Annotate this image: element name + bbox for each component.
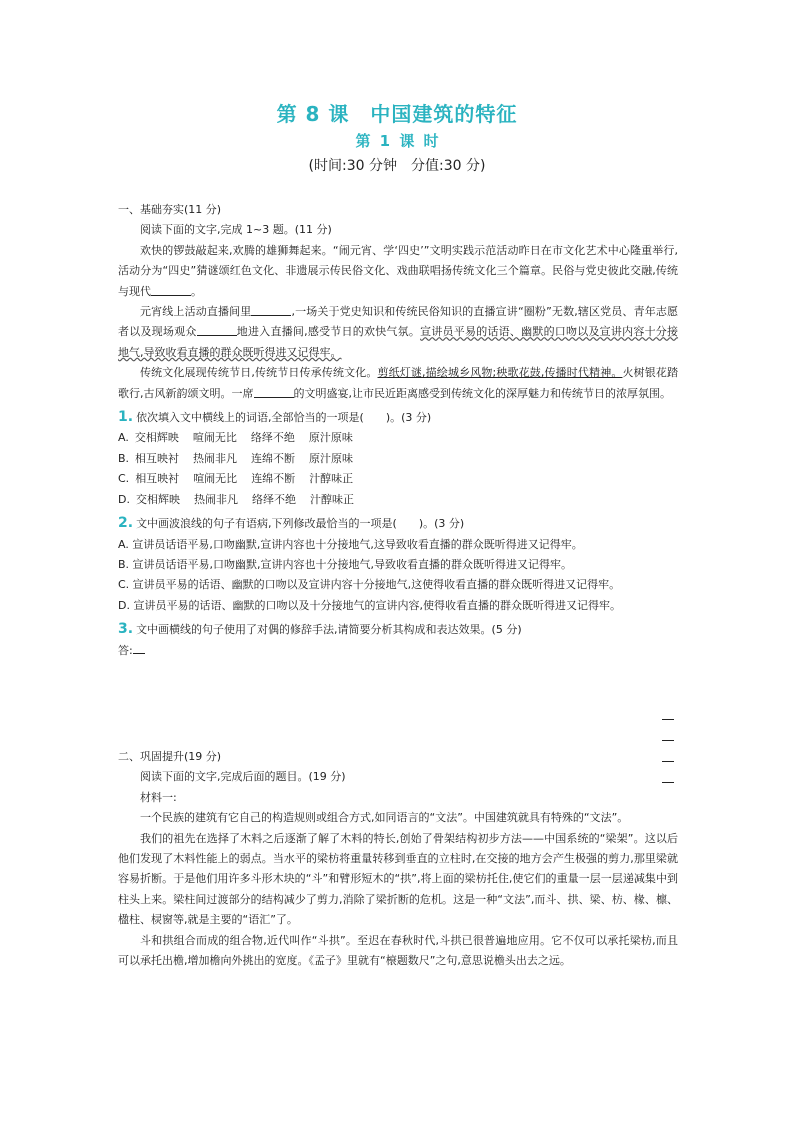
option-word: 相互映衬 bbox=[135, 472, 180, 486]
underlined-sentence: 剪纸灯谜,描绘城乡风物;秧歌花鼓,传播时代精神。 bbox=[377, 366, 623, 380]
option-word: 汁醇味正 bbox=[309, 492, 354, 506]
option-word: 络绎不绝 bbox=[250, 431, 295, 445]
lesson-subtitle: 第 1 课 时 bbox=[355, 132, 439, 150]
option-word: 交相辉映 bbox=[134, 431, 179, 445]
option-word: 热闹非凡 bbox=[193, 451, 238, 465]
q1-option-c[interactable] bbox=[118, 469, 678, 489]
fill-blank[interactable] bbox=[151, 284, 191, 296]
q2-option-c[interactable]: C. 宣讲员平易的话语、幽默的口吻以及宣讲内容十分接地气,这使得收看直播的群众既听得进又记得牢。 bbox=[118, 578, 621, 592]
para1-end: 。 bbox=[191, 284, 202, 298]
option-label: D. bbox=[118, 492, 130, 506]
q1-option-d[interactable] bbox=[118, 490, 678, 510]
q2-option-d[interactable]: D. 宣讲员平易的话语、幽默的口吻以及十分接地气的宣讲内容,使得收看直播的群众既听得进又记得牢。 bbox=[118, 598, 621, 612]
para3-b: 火树银花踏歌行,古风新韵颂文明。一席 bbox=[118, 366, 679, 400]
answer-dash bbox=[662, 719, 674, 720]
para2-b: ,一场关于党史知识和传统民俗知识的直播宣讲“圈粉”无数,辖区党员、青年志愿者以及现场观众 bbox=[118, 305, 678, 339]
section1-intro: 阅读下面的文字,完成 1~3 题。(11 分) bbox=[140, 223, 332, 237]
question-1 bbox=[118, 407, 678, 428]
wavy-sentence: 宣讲员平易的话语、幽默的口吻以及宣讲内容十分接地气,导致收看直播的群众既听得进又记得牢。 bbox=[118, 325, 679, 359]
passage-paragraph-2 bbox=[118, 302, 678, 363]
option-word: 连绵不断 bbox=[251, 451, 296, 465]
option-label: B. bbox=[118, 451, 130, 465]
time-info: (时间:30 分钟 分值:30 分) bbox=[308, 158, 486, 174]
para3-a: 传统文化展现传统节日,传统节日传承传统文化。 bbox=[140, 366, 378, 380]
question-2-text: 文中画波浪线的句子有语病,下列修改最恰当的一项是( )。(3 分) bbox=[136, 517, 465, 531]
answer-label: 答: bbox=[118, 643, 133, 657]
material-label: 材料一: bbox=[140, 790, 177, 804]
q1-option-a[interactable] bbox=[118, 428, 678, 448]
para1-text: 欢快的锣鼓敲起来,欢腾的雄狮舞起来。“闹元宵、学‘四史’”文明实践示范活动昨日在市文化艺术中心隆重举行,活动分为“四史”猜谜颂红色文化、非遗展示传民俗文化、戏曲联唱扬传统文化三个篇章。民俗与党史彼此交融,传统与现代 bbox=[118, 243, 678, 298]
material-paragraph-1: 一个民族的建筑有它自己的构造规则或组合方式,如同语言的“文法”。中国建筑就具有特殊的“文法”。 bbox=[140, 811, 629, 825]
material-paragraph-3: 斗和拱组合而成的组合物,近代叫作“斗拱”。至迟在春秋时代,斗拱已很普遍地应用。它不仅可以承托梁枋,而且可以承托出檐,增加檐向外挑出的宽度。《孟子》里就有“榱题数尺”之句,意思说檐头出去之远。 bbox=[118, 933, 678, 967]
option-word: 热闹非凡 bbox=[193, 492, 238, 506]
option-word: 相互映衬 bbox=[135, 451, 180, 465]
question-3-number: 3. bbox=[118, 621, 134, 638]
q1-option-b[interactable] bbox=[118, 449, 678, 469]
option-label: C. bbox=[118, 472, 130, 486]
option-word: 原汁原味 bbox=[308, 431, 353, 445]
passage-paragraph-1 bbox=[118, 241, 678, 302]
fill-blank[interactable] bbox=[254, 386, 294, 398]
option-word: 汁醇味正 bbox=[309, 472, 354, 486]
question-3-text: 文中画横线的句子使用了对偶的修辞手法,请简要分析其构成和表达效果。(5 分) bbox=[136, 623, 522, 637]
answer-dash bbox=[662, 740, 674, 741]
option-word: 喧闹无比 bbox=[193, 472, 238, 486]
question-1-text: 依次填入文中横线上的词语,全部恰当的一项是( )。(3 分) bbox=[136, 411, 432, 425]
para2-c: 地进入直播间,感受节日的欢快气氛。 bbox=[236, 325, 421, 339]
answer-line[interactable] bbox=[133, 643, 145, 654]
para3-c: 的文明盛宴,让市民近距离感受到传统文化的深厚魅力和传统节日的浓厚氛围。 bbox=[293, 386, 671, 400]
passage-paragraph-3 bbox=[118, 363, 678, 404]
section2-heading: 二、巩固提升(19 分) bbox=[118, 749, 222, 763]
question-2 bbox=[118, 513, 678, 534]
section1-heading: 一、基础夯实(11 分) bbox=[118, 203, 222, 216]
fill-blank[interactable] bbox=[251, 304, 291, 316]
option-label: A. bbox=[118, 431, 129, 445]
option-word: 喧闹无比 bbox=[192, 431, 237, 445]
fill-blank[interactable] bbox=[197, 324, 237, 336]
option-word: 交相辉映 bbox=[135, 492, 180, 506]
question-3 bbox=[118, 619, 678, 640]
answer-dash bbox=[662, 761, 674, 762]
option-word: 连绵不断 bbox=[251, 472, 296, 486]
section2-intro: 阅读下面的文字,完成后面的题目。(19 分) bbox=[140, 770, 346, 784]
q2-option-a[interactable]: A. 宣讲员话语平易,口吻幽默,宣讲内容也十分接地气,这导致收看直播的群众既听得进又记得牢。 bbox=[118, 537, 583, 551]
material-paragraph-2: 我们的祖先在选择了木料之后逐渐了解了木料的特长,创始了骨架结构初步方法——中国系统的“梁架”。这以后他们发现了木料性能上的弱点。当水平的梁枋将重量转移到垂直的立柱时,在交接的地方会产生极强的剪力,那里梁就容易折断。于是他们用许多斗形木块的“斗”和臂形短木的“拱”,将上面的梁枋托住,使它们的重量一层一层递减集中到柱头上来。梁柱间过渡部分的结构减少了剪力,消除了梁折断的危机。这是一种“文法”,而斗、拱、梁、枋、椽、檩、楹柱、棂窗等,就是主要的“语汇”了。 bbox=[118, 831, 678, 927]
answer-area[interactable] bbox=[118, 641, 678, 661]
answer-space[interactable] bbox=[118, 661, 678, 747]
lesson-title: 第 8 课 中国建筑的特征 bbox=[276, 102, 518, 126]
answer-dash bbox=[662, 782, 674, 783]
document-body bbox=[118, 200, 678, 971]
option-word: 络绎不绝 bbox=[251, 492, 296, 506]
para2-a: 元宵线上活动直播间里 bbox=[140, 305, 252, 319]
question-2-number: 2. bbox=[118, 515, 134, 532]
option-word: 原汁原味 bbox=[309, 451, 354, 465]
question-1-number: 1. bbox=[118, 409, 134, 426]
q2-option-b[interactable]: B. 宣讲员话语平易,口吻幽默,宣讲内容也十分接地气,导致收看直播的群众既听得进又记得牢。 bbox=[118, 557, 573, 571]
